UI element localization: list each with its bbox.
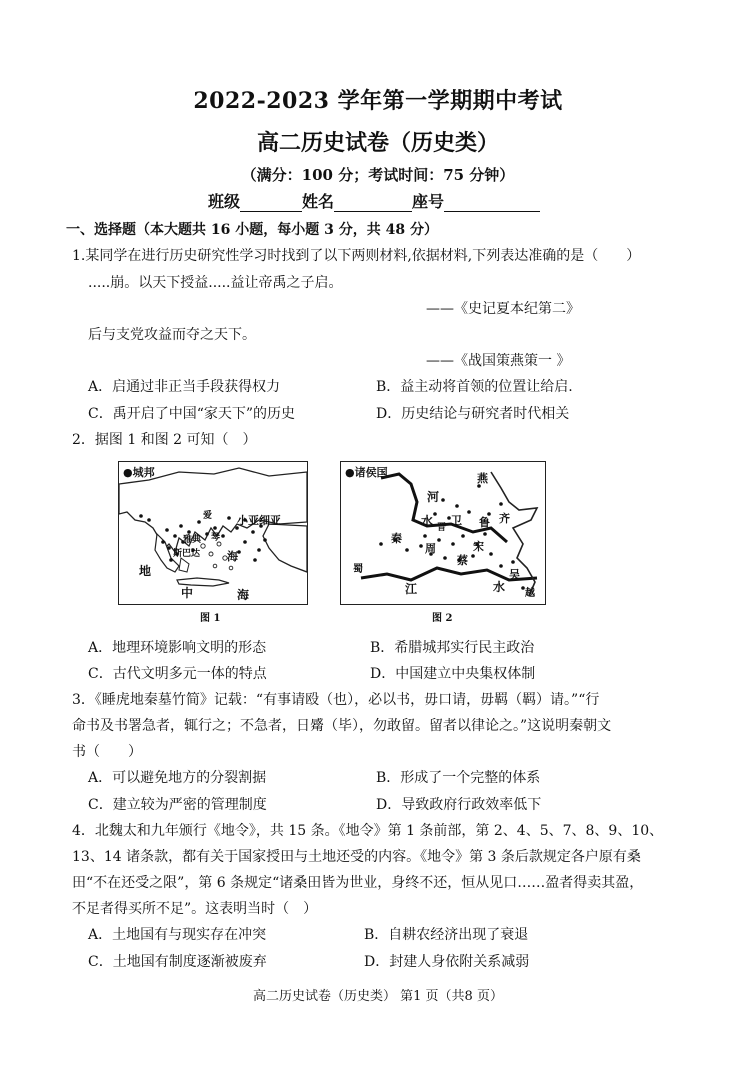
q4-line-3: 田“不在还受之限”，第 6 条规定“诸桑田皆为世业，身终不还，恒从见口……盈者得卖其盈， <box>72 875 644 891</box>
figure-1-greece-map <box>118 461 308 605</box>
q3-option-a[interactable]: A．可以避免地方的分裂割据 <box>88 770 267 786</box>
q1-option-d[interactable]: D．历史结论与研究者时代相关 <box>376 406 570 422</box>
fig2-label-lu: 鲁 <box>479 516 490 529</box>
fig2-label-wu: 吴 <box>509 568 520 581</box>
seat-blank[interactable] <box>444 193 540 212</box>
seat-label: 座号 <box>412 192 445 211</box>
q2-option-d[interactable]: D．中国建立中央集权体制 <box>370 666 536 682</box>
fig2-label-jiang: 江 <box>405 582 418 596</box>
fig1-label-asia-minor: 小亚细亚 <box>237 514 281 527</box>
fig2-label-wei: 卫 <box>451 514 462 527</box>
q2-option-b[interactable]: B．希腊城邦实行民主政治 <box>370 640 535 656</box>
q4-option-c[interactable]: C．土地国有制度逐渐被废弃 <box>88 954 267 970</box>
class-blank[interactable] <box>240 193 302 212</box>
fig2-label-yan: 燕 <box>477 472 488 485</box>
q4-option-b[interactable]: B．自耕农经济出现了衰退 <box>364 927 529 943</box>
q3-option-d[interactable]: D．导致政府行政效率低下 <box>376 797 542 813</box>
section-heading: 一、选择题（本大题共 16 小题，每小题 3 分，共 48 分） <box>66 222 438 238</box>
exam-meta: （满分：100 分；考试时间：75 分钟） <box>241 166 515 184</box>
q3-line-2: 命书及书署急者，辄行之；不急者，日觱（毕），勿敢留。留者以律论之。”这说明秦朝文 <box>72 718 612 734</box>
fig2-label-qi: 齐 <box>499 512 510 525</box>
q2-option-a[interactable]: A．地理环境影响文明的形态 <box>88 640 267 656</box>
q2-option-c[interactable]: C．古代文明多元一体的特点 <box>88 666 267 682</box>
fig1-label-qin: 琴 <box>211 533 221 543</box>
fig2-caption: 图 2 <box>432 613 453 624</box>
exam-title: 2022-2023 学年第一学期期中考试 <box>193 88 563 114</box>
fig1-label-zhong: 中 <box>181 586 194 600</box>
q1-material-2: 后与支党攻益而夺之天下。 <box>88 327 256 343</box>
q1-option-b[interactable]: B．益主动将首领的位置让给启. <box>376 379 573 395</box>
q1-option-c[interactable]: C．禹开启了中国“家天下”的历史 <box>88 406 296 422</box>
q4-line-1: 4．北魏太和九年颁行《地令》，共 15 条。《地令》第 1 条前部，第 2、4、5、7、8、9、10、 <box>72 823 664 839</box>
q2-stem: 2．据图 1 和图 2 可知（ ） <box>72 432 257 448</box>
fig1-label-hai-upper: 海 <box>227 550 238 563</box>
q4-option-a[interactable]: A．土地国有与现实存在冲突 <box>88 927 267 943</box>
q3-option-c[interactable]: C．建立较为严密的管理制度 <box>88 797 267 813</box>
fig1-label-sparta: 斯巴达 <box>173 549 201 559</box>
fig2-legend: ●诸侯国 <box>345 466 388 479</box>
fig1-label-hai: 海 <box>237 588 250 602</box>
fig2-label-qin: 秦 <box>391 532 402 545</box>
fig1-caption: 图 1 <box>200 613 221 624</box>
q1-source-2: ——《战国策燕策一 》 <box>426 353 571 369</box>
fig2-label-shui: 水 <box>421 514 434 528</box>
student-info-line <box>208 189 540 212</box>
fig1-label-di: 地 <box>139 564 152 578</box>
class-label: 班级 <box>208 192 241 211</box>
page-footer: 高二历史试卷（历史类） 第1 页（共8 页） <box>253 989 503 1004</box>
fig2-label-zhou: 周 <box>425 542 436 555</box>
fig2-label-he: 河 <box>427 490 440 504</box>
exam-subtitle: 高二历史试卷（历史类） <box>256 130 499 156</box>
q1-material-1: .....崩。以天下授益.....益让帝禹之子启。 <box>88 275 343 291</box>
figure-2-china-map <box>340 461 546 605</box>
q3-line-3: 书（ ） <box>72 744 142 760</box>
fig2-label-shu: 蜀 <box>353 564 363 575</box>
fig1-label-ai: 爱 <box>203 511 213 521</box>
china-map-drawing <box>341 462 545 604</box>
q1-source-1: ——《史记夏本纪第二》 <box>426 301 580 317</box>
fig1-label-athens: 雅典 <box>183 535 202 545</box>
fig1-legend: ●城邦 <box>123 466 155 479</box>
fig2-label-song: 宋 <box>473 540 484 553</box>
q4-line-4: 不足者得买所不足”。这表明当时（ ） <box>72 901 318 917</box>
q4-option-d[interactable]: D．封建人身依附关系减弱 <box>364 954 530 970</box>
fig2-label-shui-2: 水 <box>493 580 506 594</box>
name-label: 姓名 <box>302 192 335 211</box>
q3-option-b[interactable]: B．形成了一个完整的体系 <box>376 770 541 786</box>
q1-stem: 1.某同学在进行历史研究性学习时找到了以下两则材料,依据材料,下列表达准确的是（ ） <box>72 248 641 264</box>
q1-option-a[interactable]: A．启通过非正当手段获得权力 <box>88 379 281 395</box>
name-blank[interactable] <box>334 193 412 212</box>
q4-line-2: 13、14 诸条款，都有关于国家授田与土地还受的内容。《地令》第 3 条后款规定各户原有桑 <box>72 849 641 865</box>
fig2-label-yue: 越 <box>525 588 535 599</box>
fig2-label-jin: 晋 <box>437 523 447 533</box>
fig2-label-cai: 蔡 <box>457 554 468 567</box>
q3-line-1: 3．《睡虎地秦墓竹简》记载：“有事请殴（也），必以书，毋口请，毋羁（羁）请。”“行 <box>72 692 600 708</box>
